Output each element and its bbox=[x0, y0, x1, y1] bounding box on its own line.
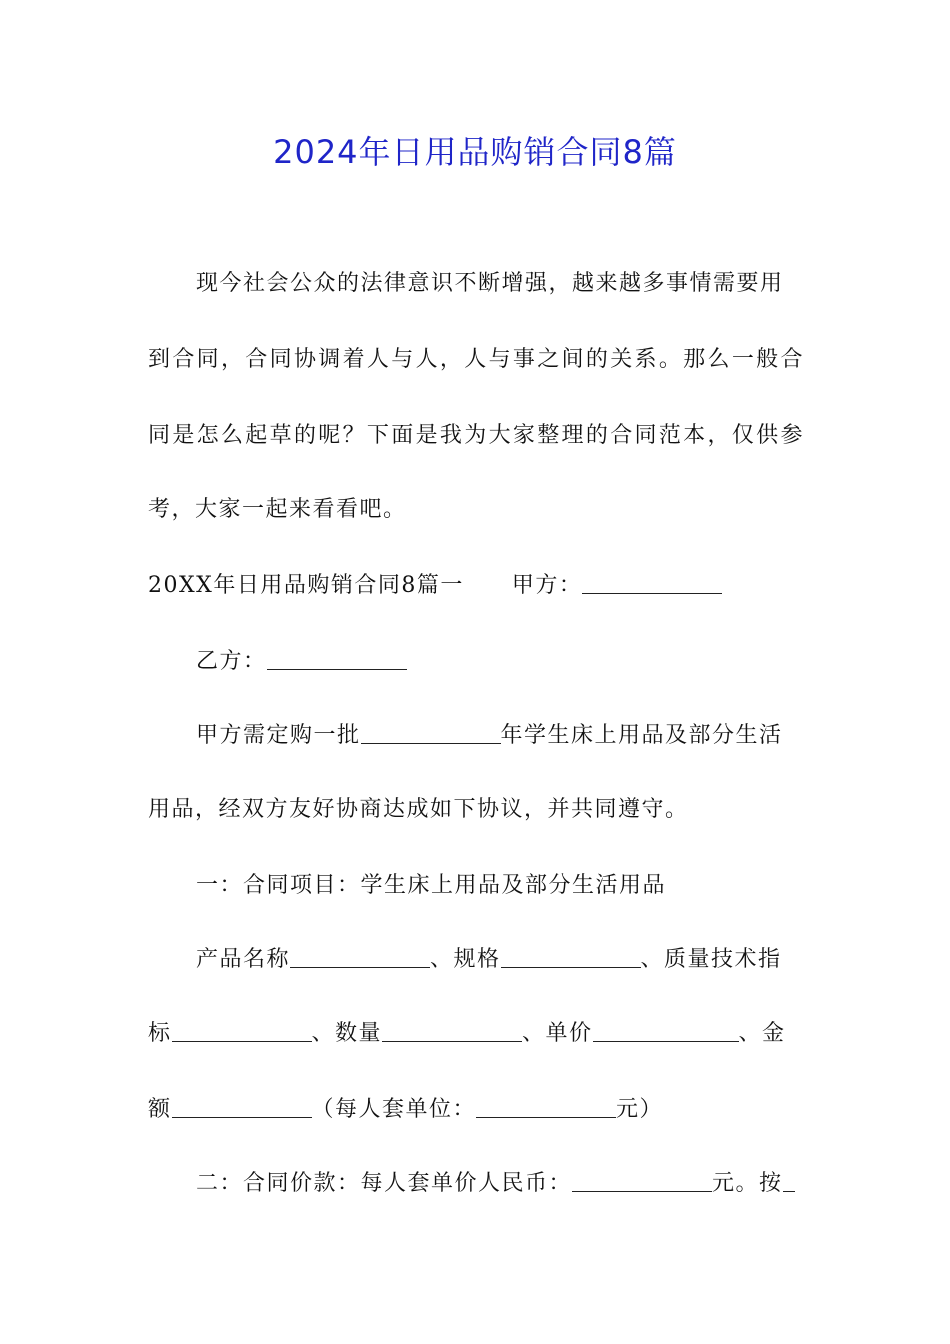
spec-blank bbox=[501, 945, 641, 968]
product-line-1 bbox=[196, 942, 782, 978]
amount-blank bbox=[172, 1095, 312, 1118]
party-b-blank bbox=[267, 647, 407, 670]
item-1-line: 一：合同项目：学生床上用品及部分生活用品 bbox=[196, 873, 667, 898]
contract-heading: 20XX年日用品购销合同8篇一 bbox=[148, 573, 464, 598]
purchase-line-2: 用品，经双方友好协商达成如下协议，并共同遵守。 bbox=[148, 797, 689, 822]
spec-label: 、规格 bbox=[430, 947, 501, 972]
item-2-blank bbox=[572, 1169, 712, 1192]
item-2-unit: 元。按 bbox=[712, 1171, 783, 1196]
purchase-text-pre: 甲方需定购一批 bbox=[196, 723, 361, 748]
intro-line-3: 同是怎么起草的呢？下面是我为大家整理的合同范本，仅供参 bbox=[148, 423, 804, 448]
quality-label: 、质量技术指 bbox=[640, 947, 782, 972]
unit-price-label: 、单价 bbox=[522, 1021, 593, 1046]
unit-price-blank bbox=[593, 1019, 739, 1042]
contract-heading-line bbox=[148, 568, 722, 604]
item-2-label: 二：合同价款：每人套单价人民币： bbox=[196, 1171, 573, 1196]
party-a-label: 甲方： bbox=[511, 573, 583, 598]
year-blank bbox=[361, 721, 501, 744]
product-name-blank bbox=[290, 945, 430, 968]
product-name-label: 产品名称 bbox=[196, 947, 291, 972]
party-b-label: 乙方： bbox=[196, 649, 267, 674]
document-title: 2024年日用品购销合同8篇 bbox=[273, 133, 677, 171]
product-line-3 bbox=[148, 1092, 663, 1128]
per-set-unit: 元） bbox=[616, 1097, 664, 1122]
intro-line-1: 现今社会公众的法律意识不断增强，越来越多事情需要用 bbox=[196, 271, 784, 296]
amount-label: 额 bbox=[148, 1097, 172, 1122]
purchase-line-1 bbox=[196, 718, 783, 754]
party-a-blank bbox=[582, 571, 722, 594]
per-set-blank bbox=[476, 1095, 616, 1118]
quantity-label: 、数量 bbox=[311, 1021, 383, 1046]
intro-line-2: 到合同，合同协调着人与人，人与事之间的关系。那么一般合 bbox=[148, 347, 804, 372]
purchase-text-post: 年学生床上用品及部分生活 bbox=[500, 723, 783, 748]
indicator-label: 标 bbox=[148, 1021, 172, 1046]
item-2-line bbox=[196, 1166, 795, 1202]
indicator-blank bbox=[172, 1019, 312, 1042]
amount-label-pre: 、金 bbox=[738, 1021, 786, 1046]
product-line-2 bbox=[148, 1016, 786, 1052]
party-b-line bbox=[196, 644, 407, 680]
intro-line-4: 考，大家一起来看看吧。 bbox=[148, 497, 407, 522]
per-set-label: （每人套单位： bbox=[311, 1097, 477, 1122]
item-2-trailing-blank bbox=[783, 1169, 795, 1192]
quantity-blank bbox=[382, 1019, 522, 1042]
